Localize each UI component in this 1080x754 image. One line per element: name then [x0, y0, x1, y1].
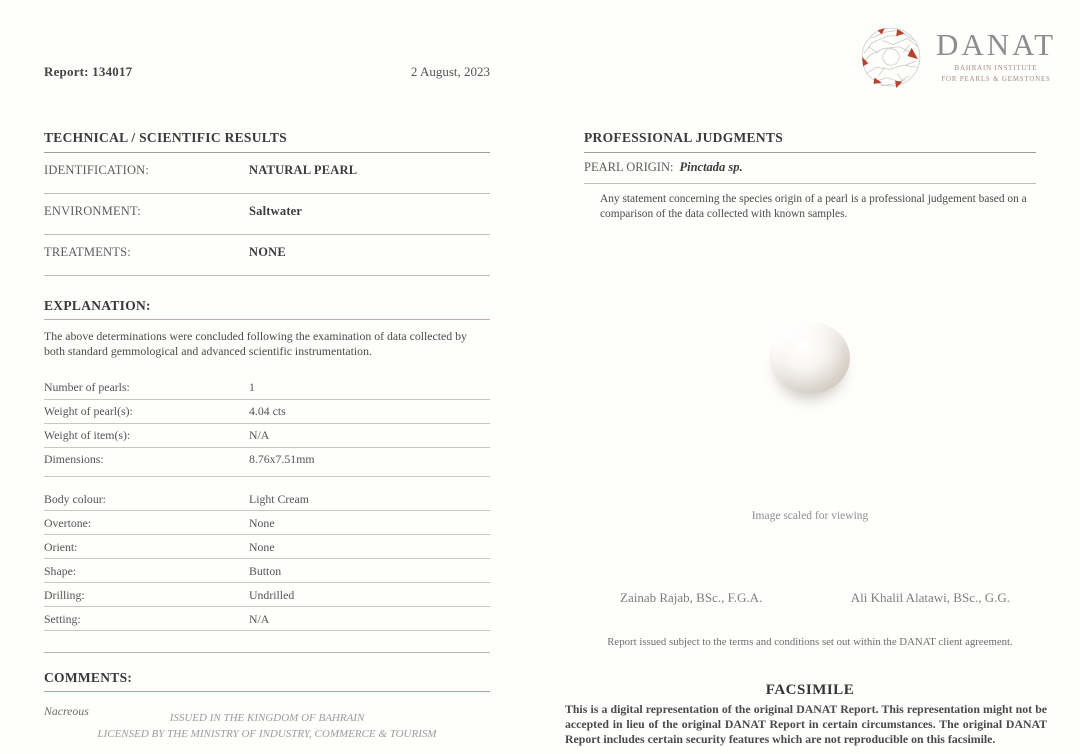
treatments-row: [44, 235, 490, 276]
drilling-value: Undrilled: [249, 587, 295, 602]
judgments-section-title: PROFESSIONAL JUDGMENTS: [584, 130, 1036, 153]
signatures-row: [584, 590, 1036, 606]
danat-wordmark: DANAT: [936, 27, 1057, 63]
comments-body: Nacreous: [44, 704, 89, 719]
weight-of-pearls-value: 4.04 cts: [249, 404, 286, 419]
dimensions-label: Dimensions:: [44, 452, 104, 467]
specs-end-rule: [44, 631, 490, 653]
dimensions-row: [44, 448, 490, 478]
body-colour-value: Light Cream: [249, 491, 309, 506]
issuer-footer: [44, 711, 490, 743]
technical-section-title: TECHNICAL / SCIENTIFIC RESULTS: [44, 130, 490, 153]
weight-of-pearls-label: Weight of pearl(s):: [44, 404, 133, 419]
comments-title: COMMENTS:: [44, 670, 490, 692]
facsimile-title: FACSIMILE: [765, 682, 855, 698]
number-of-pearls-row: [44, 376, 490, 400]
overtone-value: None: [249, 515, 275, 530]
danat-subtitle: [936, 64, 1056, 84]
report-header: [44, 64, 490, 80]
danat-logo-text: [936, 29, 1056, 84]
setting-value: N/A: [249, 611, 270, 626]
image-caption: Image scaled for viewing: [751, 510, 869, 522]
footer-line1: ISSUED IN THE KINGDOM OF BAHRAIN: [169, 712, 365, 724]
danat-subtitle-line2: FOR PEARLS & GEMSTONES: [941, 75, 1051, 83]
drilling-row: [44, 583, 490, 607]
shape-value: Button: [249, 563, 282, 578]
report-date: 2 August, 2023: [410, 64, 490, 79]
orient-value: None: [249, 539, 275, 554]
body-colour-row: [44, 487, 490, 511]
technical-results-column: [44, 130, 490, 719]
number-of-pearls-label: Number of pearls:: [44, 380, 130, 395]
signature-right: Ali Khalil Alatawi, BSc., G.G.: [850, 590, 1010, 605]
danat-logo: [858, 24, 1056, 90]
pearl-origin-label: PEARL ORIGIN:: [584, 160, 674, 174]
weight-of-items-row: [44, 424, 490, 448]
pearl-origin-value: Pinctada sp.: [679, 160, 743, 174]
treatments-label: TREATMENTS:: [44, 245, 131, 259]
danat-emblem-icon: [858, 24, 924, 90]
environment-value: Saltwater: [249, 204, 303, 218]
pearl-photo: [770, 322, 850, 394]
facsimile-body: This is a digital representation of the original DANAT Report. This representation might not be accepted in lieu of the original DANAT Report in certain circumstances. The original DANAT Report includes certain security features which are not reproducible on this facsimile.: [565, 702, 1047, 747]
identification-label: IDENTIFICATION:: [44, 163, 150, 177]
shape-row: [44, 559, 490, 583]
pearl-photo-wrap: [584, 322, 1036, 394]
weight-of-items-label: Weight of item(s):: [44, 428, 131, 443]
report-number: Report: 134017: [44, 64, 133, 79]
orient-label: Orient:: [44, 539, 78, 554]
pearl-origin-row: [584, 153, 1036, 184]
signature-left: Zainab Rajab, BSc., F.G.A.: [620, 590, 763, 605]
spec-group-divider: [44, 477, 490, 487]
treatments-value: NONE: [249, 245, 286, 259]
drilling-label: Drilling:: [44, 587, 85, 602]
terms-line: Report issued subject to the terms and conditions set out within the DANAT client agreement.: [607, 636, 1013, 648]
pearl-specs-group1: [44, 376, 490, 654]
identification-row: [44, 153, 490, 194]
weight-of-items-value: N/A: [249, 428, 270, 443]
danat-subtitle-line1: BAHRAIN INSTITUTE: [954, 65, 1038, 73]
weight-of-pearls-row: [44, 400, 490, 424]
setting-row: [44, 607, 490, 631]
overtone-label: Overtone:: [44, 515, 92, 530]
environment-label: ENVIRONMENT:: [44, 204, 141, 218]
shape-label: Shape:: [44, 563, 77, 578]
origin-disclaimer: Any statement concerning the species origin of a pearl is a professional judgement based on a comparison of the data collected with known samples.: [600, 193, 1027, 220]
body-colour-label: Body colour:: [44, 491, 106, 506]
overtone-row: [44, 511, 490, 535]
explanation-section: [44, 298, 490, 360]
orient-row: [44, 535, 490, 559]
environment-row: [44, 194, 490, 235]
setting-label: Setting:: [44, 611, 81, 626]
professional-judgments-column: [565, 130, 1047, 754]
explanation-title: EXPLANATION:: [44, 298, 490, 320]
identification-value: NATURAL PEARL: [249, 163, 358, 177]
number-of-pearls-value: 1: [249, 380, 255, 395]
footer-line2: LICENSED BY THE MINISTRY OF INDUSTRY, COMMERCE & TOURISM: [97, 727, 437, 740]
dimensions-value: 8.76x7.51mm: [249, 452, 315, 467]
explanation-body: The above determinations were concluded following the examination of data collected by both standard gemmological and advanced scientific instrumentation.: [44, 329, 467, 359]
